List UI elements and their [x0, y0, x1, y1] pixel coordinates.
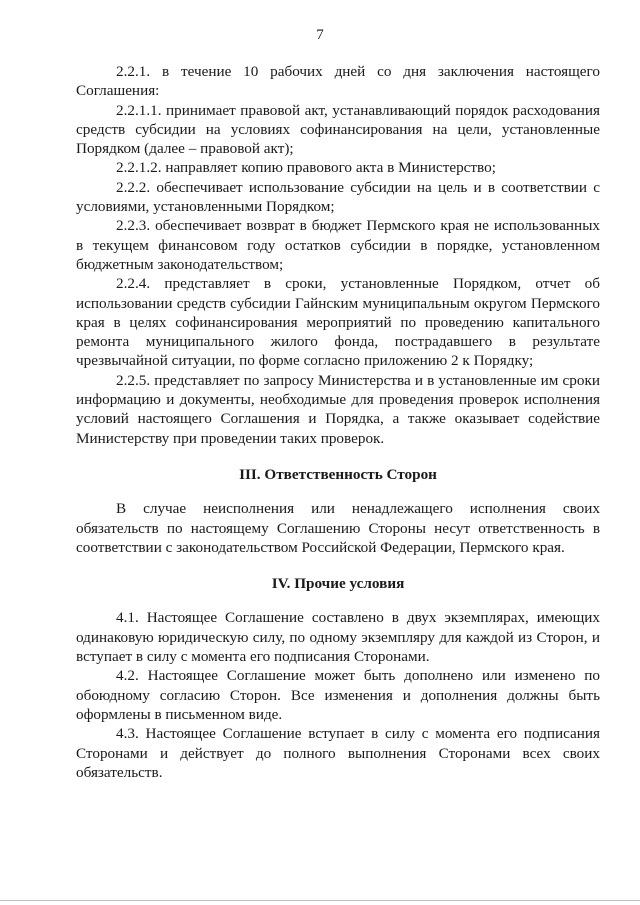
clause-4-3: 4.3. Настоящее Соглашение вступает в силу с момента его подписания Сторонами и действует до полного выполнения Сторонами всех своих обязательств. — [76, 725, 600, 781]
section-3-paragraph: В случае неисполнения или ненадлежащего исполнения своих обязательств по настоящему Соглашению Стороны несут ответственность в соответствии с законодательством Российской Федерации, Пермского края. — [76, 500, 600, 556]
clause-2-2-1-1: 2.2.1.1. принимает правовой акт, устанавливающий порядок расходования средств субсидии на условиях софинансирования на цели, установленные Порядком (далее – правовой акт); — [76, 101, 600, 158]
section-4-heading: IV. Прочие условия — [271, 575, 405, 593]
clause-4-1: 4.1. Настоящее Соглашение составлено в двух экземплярах, имеющих одинаковую юридическую силу, по одному экземпляру для каждой из Сторон, и вступает в силу с момента его подписания Сторонами. — [76, 609, 600, 666]
document-body — [76, 62, 600, 782]
page-number: 7 — [316, 27, 324, 43]
clause-2-2-1: 2.2.1. в течение 10 рабочих дней со дня заключения настоящего Соглашения: — [76, 63, 600, 100]
clause-4-2: 4.2. Настоящее Соглашение может быть дополнено или изменено по обоюдному согласию Сторон. Все изменения и дополнения должны быть оформлены в письменном виде. — [76, 667, 600, 723]
page-bottom-rule — [0, 900, 640, 901]
clause-2-2-1-2: 2.2.1.2. направляет копию правового акта в Министерство; — [116, 159, 496, 177]
clause-2-2-2: 2.2.2. обеспечивает использование субсидии на цель и в соответствии с условиями, установленными Порядком; — [76, 178, 600, 216]
clause-2-2-5: 2.2.5. представляет по запросу Министерства и в установленные им сроки информацию и документы, необходимые для проведения проверок исполнения условий настоящего Соглашения и Порядка, а также оказывает содействие Министерству при проведении таких проверок. — [76, 371, 600, 447]
section-3-heading: III. Ответственность Сторон — [239, 465, 437, 483]
clause-2-2-3: 2.2.3. обеспечивает возврат в бюджет Пермского края не использованных в текущем финансовом году остатков субсидии в порядке, установленном бюджетным законодательством; — [76, 217, 600, 273]
clause-2-2-4: 2.2.4. представляет в сроки, установленные Порядком, отчет об использовании средств субсидии Гайнским муниципальным округом Пермского края в целях софинансирования мероприятий по проведению капитального ремонта муниципального жилого фонда, пострадавшего в результате чрезвычайной ситуации, по форме согласно приложению 2 к Порядку; — [76, 275, 600, 370]
